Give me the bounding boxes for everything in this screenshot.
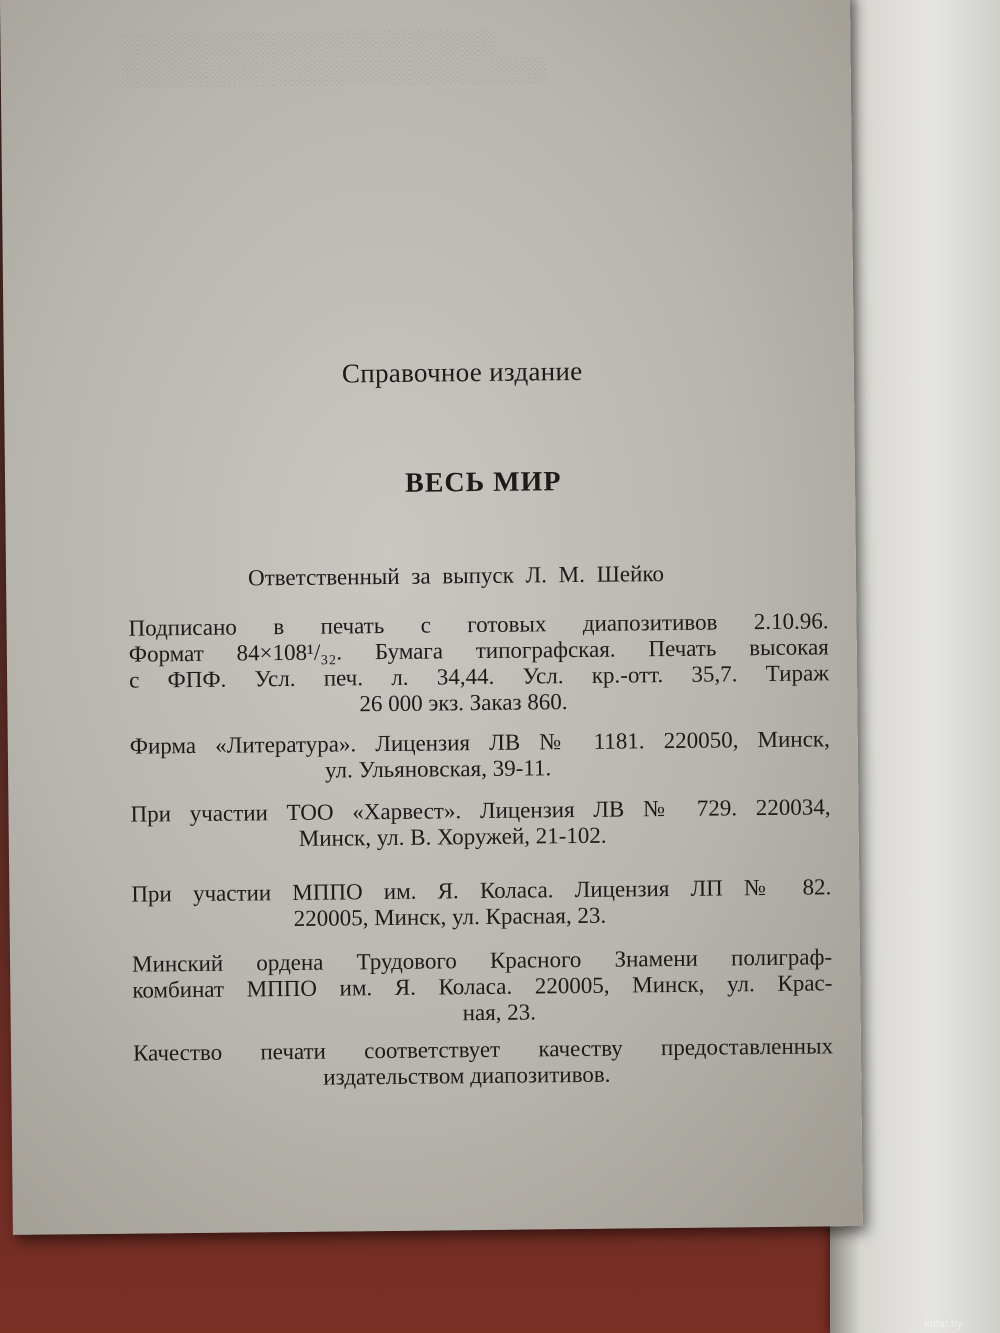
quality-note	[133, 1033, 834, 1092]
print-info-line: Формат 84×108¹/₃₂. Бумага типографская. Печать высокая	[128, 634, 829, 667]
print-info-line: Подписано в печать с готовых диапозитивов 2.10.96.	[128, 608, 829, 641]
book-title: ВЕСЬ МИР	[404, 466, 562, 499]
quality-line: издательством диапозитивов.	[323, 1061, 611, 1090]
show-through-text: ░░░░░░░░░░░░░░░░░░░░░░░░░ ░░░░░░░░░░░░░░░░░░░░░░	[120, 29, 547, 88]
partner-line: При участии МППО им. Я. Коласа. Лицензия ЛП № 82.	[131, 874, 832, 907]
responsible-editor: Ответственный за выпуск Л. М. Шейко	[247, 561, 665, 591]
partner-line: Минск, ул. В. Хоружей, 21-102.	[298, 822, 607, 851]
partner-harvest	[130, 794, 831, 853]
print-info-line: с ФПФ. Усл. печ. л. 34,44. Усл. кр.-отт. 35,7. Тираж	[128, 660, 830, 693]
publisher-line: Фирма «Литература». Лицензия ЛВ № 1181. 220050, Минск,	[129, 726, 830, 759]
site-watermark: kufar.by	[924, 1318, 963, 1330]
quality-line: Качество печати соответствует качеству предоставленных	[132, 1033, 834, 1066]
partner-line: 220005, Минск, ул. Красная, 23.	[293, 902, 607, 931]
printer-line: комбинат МППО им. Я. Коласа. 220005, Минск, ул. Крас-	[132, 970, 833, 1003]
print-info-line: 26 000 экз. Заказ 860.	[359, 689, 568, 717]
edition-type: Справочное издание	[341, 355, 583, 389]
print-info	[128, 608, 829, 719]
publisher-line: ул. Ульяновская, 39-11.	[324, 755, 552, 783]
printer-line: ная, 23.	[462, 999, 537, 1026]
publisher-info	[130, 726, 831, 785]
printer-info	[132, 944, 833, 1029]
partner-line: При участии ТОО «Харвест». Лицензия ЛВ № 729. 220034,	[130, 794, 831, 827]
partner-mppo	[131, 874, 832, 933]
printer-line: Минский ордена Трудового Красного Знамени полиграф-	[131, 944, 833, 977]
